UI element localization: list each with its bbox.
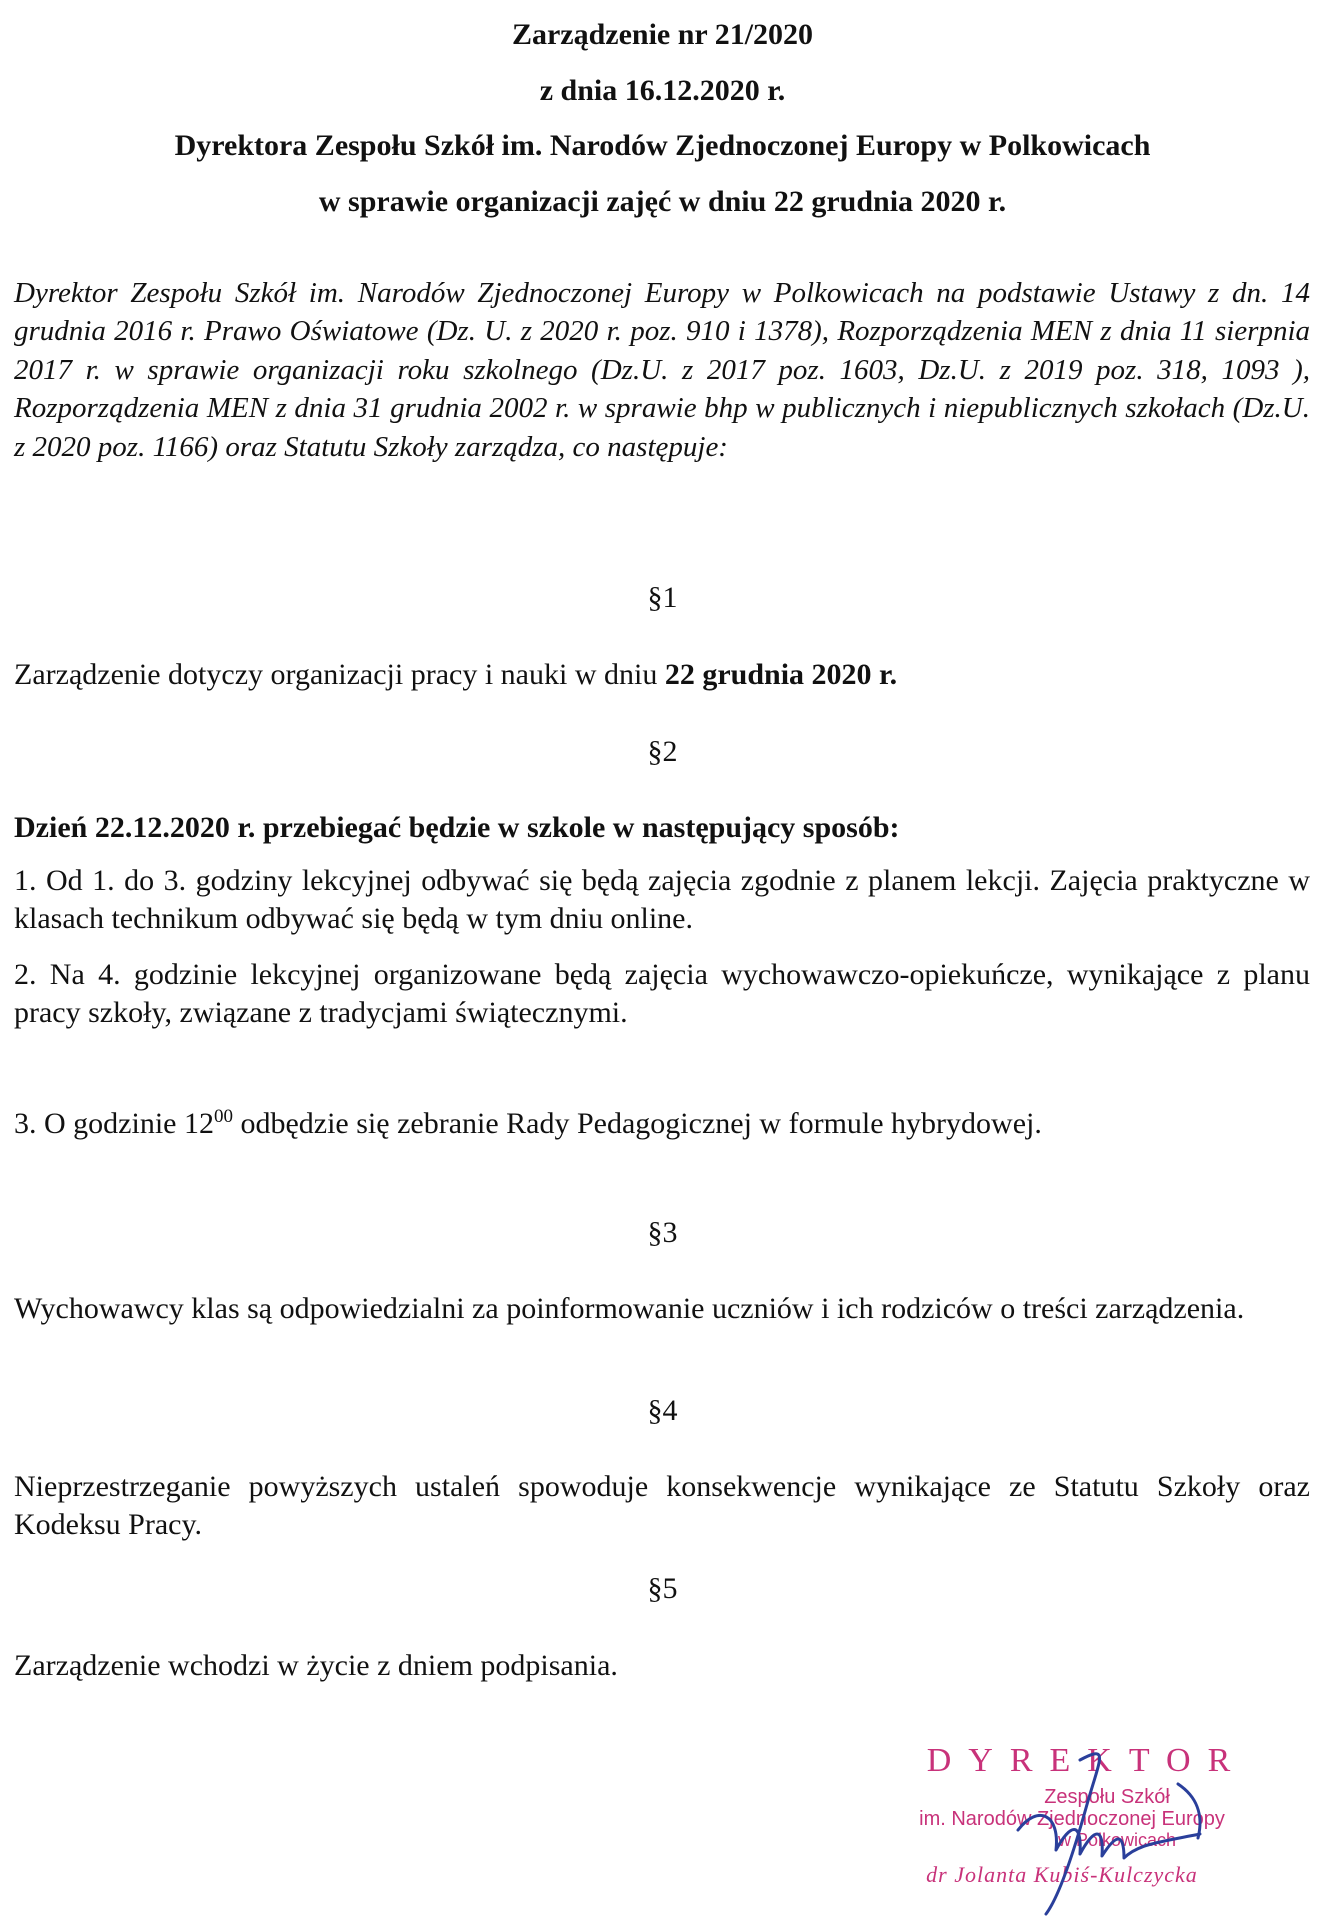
section-4-text: Nieprzestrzeganie powyższych ustaleń spowoduje konsekwencje wynikające ze Statutu Szkoły oraz Kodeksu Pracy. [14, 1470, 1310, 1541]
stamp-name: dr Jolanta Kubiś-Kulczycka [926, 1862, 1198, 1887]
section-2-sign: §2 [647, 735, 678, 768]
section-5-sign: §5 [647, 1572, 678, 1605]
section-4-sign: §4 [647, 1394, 678, 1427]
order-issuer: Dyrektora Zespołu Szkół im. Narodów Zjednoczonej Europy w Polkowicach [174, 129, 1151, 162]
section-1-sign: §1 [647, 581, 678, 614]
section-2-item-3-pre: 3. O godzinie 12 [14, 1107, 214, 1140]
order-date: z dnia 16.12.2020 r. [539, 74, 786, 107]
stamp-line-1: Zespołu Szkół [1044, 1786, 1170, 1808]
section-3-text: Wychowawcy klas są odpowiedzialni za poinformowanie uczniów i ich rodziców o treści zarządzenia. [14, 1292, 1245, 1325]
stamp-line-2: im. Narodów Zjednoczonej Europy [919, 1808, 1225, 1830]
handwritten-signature [960, 1738, 1260, 1918]
section-2-lead [14, 809, 1310, 847]
section-2-item-1: 1. Od 1. do 3. godziny lekcyjnej odbywać się będą zajęcia zgodnie z planem lekcji. Zajęcia praktyczne w klasach technikum odbywać się będą w tym dniu online. [14, 864, 1310, 935]
preamble: Dyrektor Zespołu Szkół im. Narodów Zjednoczonej Europy w Polkowicach na podstawie Ustawy z dn. 14 grudnia 2016 r. Prawo Oświatowe (Dz. U. z 2020 r. poz. 910 i 1378), Rozporządzenia MEN z dnia 11 sierpnia 2017 r. w sprawie organizacji roku szkolnego (Dz.U. z 2017 poz. 1603, Dz.U. z 2019 poz. 318, 1093 ), Rozporządzenia MEN z dnia 31 grudnia 2002 r. w sprawie bhp w publicznych i niepublicznych szkołach (Dz.U. z 2020 poz. 1166) oraz Statutu Szkoły zarządza, co następuje: [14, 277, 1310, 463]
section-3-sign: §3 [647, 1216, 678, 1249]
stamp-title: DYREKTOR [926, 1742, 1248, 1779]
stamp-line-3: w Polkowicach [1057, 1830, 1177, 1850]
section-2-item-3 [14, 1105, 1310, 1143]
section-2-item-3-minutes: 00 [213, 1106, 233, 1127]
section-2-item-3-post: odbędzie się zebranie Rady Pedagogicznej w formule hybrydowej. [232, 1107, 1042, 1140]
section-1-text-lead: Zarządzenie dotyczy organizacji pracy i nauki w dniu [14, 658, 665, 691]
section-2-item-2: 2. Na 4. godzinie lekcyjnej organizowane będą zajęcia wychowawczo-opiekuńcze, wynikające z planu pracy szkoły, związane z tradycjami świątecznymi. [14, 958, 1310, 1029]
order-subject: w sprawie organizacji zajęć w dniu 22 grudnia 2020 r. [318, 185, 1007, 218]
section-5-text: Zarządzenie wchodzi w życie z dniem podpisania. [14, 1649, 618, 1682]
order-title: Zarządzenie nr 21/2020 [511, 18, 814, 51]
section-2-lead-text: Dzień 22.12.2020 r. przebiegać będzie w szkole w następujący sposób: [14, 811, 900, 844]
section-1-text [14, 656, 1310, 694]
section-1-text-date: 22 grudnia 2020 r. [664, 658, 898, 691]
